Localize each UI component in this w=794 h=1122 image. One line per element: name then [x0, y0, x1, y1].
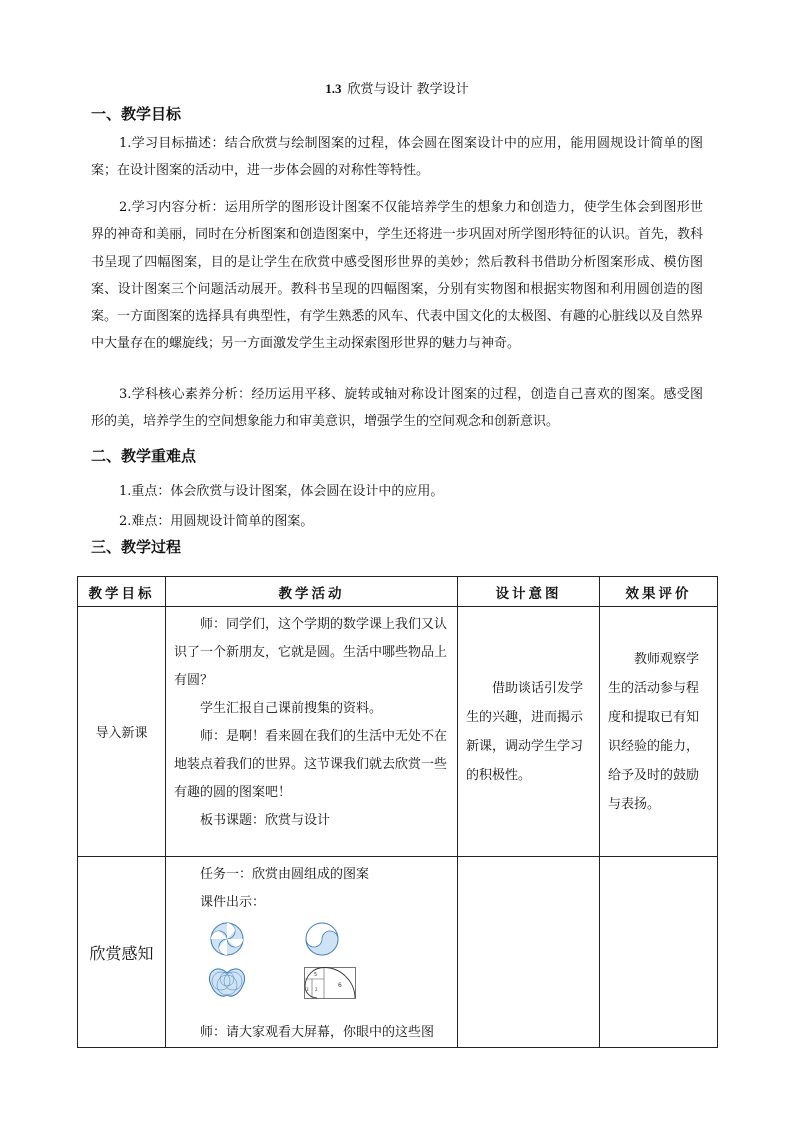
activity-line: 课件出示： — [200, 895, 266, 910]
spiral-label: 2 — [315, 987, 318, 992]
header-evaluation: 效果评价 — [600, 577, 718, 607]
page-title: 1.3 欣赏与设计 教学设计 — [325, 81, 469, 97]
pattern-images — [174, 917, 447, 1019]
key-point: 1.重点：体会欣赏与设计图案，体会圆在设计中的应用。 — [119, 484, 444, 499]
cardioid-pattern-icon — [207, 965, 247, 1001]
section-heading-goals: 一、教学目标 — [91, 105, 182, 123]
row-intent — [458, 857, 600, 1048]
section-heading-process: 三、教学过程 — [91, 538, 182, 556]
table-header-row — [78, 577, 718, 607]
activity-line: 任务一：欣赏由圆组成的图案 — [200, 867, 370, 882]
pinwheel-pattern-icon — [209, 921, 245, 957]
spiral-pattern-icon — [304, 967, 356, 999]
row-activity — [166, 607, 458, 857]
activity-line: 学生汇报自己课前搜集的资料。 — [200, 701, 383, 716]
row-activity — [166, 857, 458, 1048]
taiji-pattern-icon — [304, 921, 340, 957]
section-heading-key-points: 二、教学重难点 — [91, 447, 197, 465]
intent-text: 借助谈话引发学生的兴趣，进而揭示新课，调动学生学习的积极性。 — [466, 680, 584, 783]
row-intent — [458, 607, 600, 857]
paragraph-content-analysis: 2.学习内容分析：运用所学的图形设计图案不仅能培养学生的想象力和创造力，使学生体会到图形世界的神奇和美丽，同时在分析图案和创造图案中，学生还将进一步巩固对所学图形特征的认识。首先，教科书呈现了四幅图案，目的是让学生在欣赏中感受图形世界的美妙；然后教科书借助分析图案形成、模仿图案、设计图案三个问题活动展开。教科书呈现的四幅图案，分别有实物图和根据实物图和利用圆创造的图案。一方面图案的选择具有典型性，有学生熟悉的风车、代表中国文化的太极图、有趣的心脏线以及自然界中大量存在的螺旋线；另一方面激发学生主动探索图形世界的魅力与神奇。 — [91, 200, 703, 352]
row-goal: 欣赏感知 — [78, 857, 166, 1048]
row-evaluation — [600, 607, 718, 857]
teaching-process-table — [77, 576, 718, 1048]
header-goal: 教学目标 — [78, 577, 166, 607]
activity-line: 师：同学们，这个学期的数学课上我们又认识了一个新朋友，它就是圆。生活中哪些物品上有圆？ — [174, 617, 448, 688]
spiral-label: 5 — [314, 972, 318, 978]
activity-line: 板书课题：欣赏与设计 — [200, 813, 331, 828]
activity-line: 师：是啊！看来圆在我们的生活中无处不在地装点着我们的世界。这节课我们就去欣赏一些有趣的圆的图案吧！ — [174, 729, 448, 800]
evaluation-text: 教师观察学生的活动参与程度和提取已有知识经验的能力，给予及时的鼓励与表扬。 — [608, 651, 700, 812]
spiral-label: 6 — [338, 982, 342, 989]
header-activity: 教学活动 — [166, 577, 458, 607]
paragraph-goal-description: 1.学习目标描述：结合欣赏与绘制图案的过程，体会圆在图案设计中的应用，能用圆规设计简单的图案；在设计图案的活动中，进一步体会圆的对称性等特性。 — [91, 136, 703, 179]
spiral-label: 3 — [306, 987, 309, 992]
table-row — [78, 607, 718, 857]
row-evaluation — [600, 857, 718, 1048]
table-row — [78, 857, 718, 1048]
activity-line: 师：请大家观看大屏幕，你眼中的这些图 — [200, 1025, 435, 1040]
header-intent: 设计意图 — [458, 577, 600, 607]
paragraph-core-literacy: 3.学科核心素养分析：经历运用平移、旋转或轴对称设计图案的过程，创造自己喜欢的图案。感受图形的美，培养学生的空间想象能力和审美意识，增强学生的空间观念和创新意识。 — [91, 387, 703, 430]
row-goal: 导入新课 — [78, 607, 166, 857]
difficult-point: 2.难点：用圆规设计简单的图案。 — [119, 514, 314, 529]
